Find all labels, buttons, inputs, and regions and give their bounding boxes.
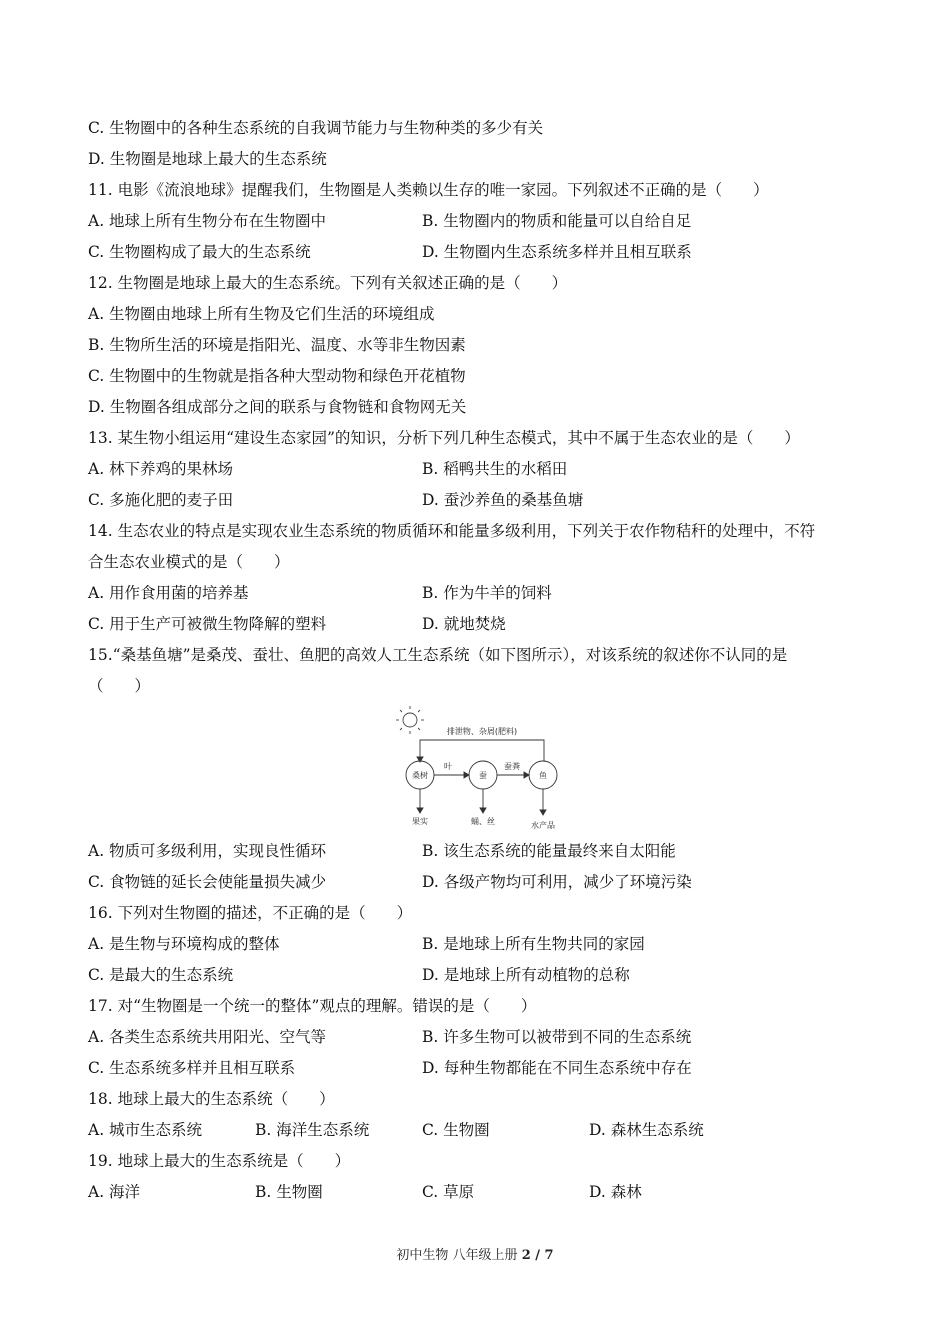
option-c: C. 食物链的延长会使能量损失减少 — [88, 873, 327, 891]
question-stem: 17. 对“生物圈是一个统一的整体”观点的理解。错误的是（ ） — [88, 997, 537, 1015]
option-a: A. 物质可多级利用，实现良性循环 — [88, 842, 327, 860]
option-row — [88, 960, 868, 991]
option-c: C. 生物圈 — [422, 1121, 490, 1139]
feedback-label: 排泄物、杂屑(肥料) — [446, 727, 518, 736]
option-a: A. 用作食用菌的培养基 — [88, 584, 249, 602]
question-stem: 12. 生物圈是地球上最大的生态系统。下列有关叙述正确的是（ ） — [88, 274, 568, 292]
option-text: C. 生物圈中的各种生态系统的自我调节能力与生物种类的多少有关 — [88, 119, 544, 137]
option-b: B. 生物圈内的物质和能量可以自给自足 — [422, 212, 692, 230]
option-c: C. 用于生产可被微生物降解的塑料 — [88, 615, 327, 633]
option-b: B. 该生态系统的能量最终来自太阳能 — [422, 842, 676, 860]
edge-droppings-label: 蚕粪 — [504, 762, 520, 771]
feedback-arrow — [417, 740, 544, 762]
exam-page — [88, 113, 868, 1208]
option-row — [88, 206, 868, 237]
question-stem: 18. 地球上最大的生态系统（ ） — [88, 1090, 335, 1108]
option-d: D. 各级产物均可利用，减少了环境污染 — [422, 873, 692, 891]
mulberry-fish-pond-diagram — [88, 706, 868, 834]
option-d: D. 是地球上所有动植物的总称 — [422, 966, 630, 984]
diagram-svg — [388, 706, 568, 834]
output-aquatic: 水产品 — [531, 821, 555, 830]
option-c: C. 草原 — [422, 1183, 475, 1201]
option-b: B. 生物圈 — [255, 1183, 323, 1201]
option-c: C. 生态系统多样并且相互联系 — [88, 1059, 296, 1077]
option-d: D. 生物圈各组成部分之间的联系与食物链和食物网无关 — [88, 398, 467, 416]
sun-icon — [396, 706, 424, 734]
question-stem-cont: 合生态农业模式的是（ ） — [88, 553, 290, 571]
option-a: A. 地球上所有生物分布在生物圈中 — [88, 212, 327, 230]
node-fish-label: 鱼 — [539, 771, 547, 780]
option-d: D. 就地焚烧 — [422, 615, 506, 633]
output-fruit: 果实 — [412, 817, 428, 826]
question-stem: 14. 生态农业的特点是实现农业生态系统的物质循环和能量多级利用，下列关于农作物秸秆的处理中，不符 — [88, 522, 816, 540]
node-silkworm-label: 蚕 — [479, 771, 487, 780]
option-c: C. 是最大的生态系统 — [88, 966, 234, 984]
option-d: D. 蚕沙养鱼的桑基鱼塘 — [422, 491, 584, 509]
page-number: 2 / 7 — [521, 1248, 554, 1263]
question-stem-cont: （ ） — [88, 677, 151, 695]
option-d: D. 每种生物都能在不同生态系统中存在 — [422, 1059, 692, 1077]
option-row — [88, 1115, 868, 1146]
node-mulberry-label: 桑树 — [412, 771, 428, 780]
option-row — [88, 1022, 868, 1053]
question-stem: 15.“桑基鱼塘”是桑茂、蚕壮、鱼肥的高效人工生态系统（如下图所示），对该系统的叙述你不认同的是 — [88, 646, 788, 664]
arrow-leaf — [434, 772, 469, 778]
option-row — [88, 609, 868, 640]
option-row — [88, 867, 868, 898]
option-d: D. 森林 — [589, 1183, 642, 1201]
option-a: A. 各类生态系统共用阳光、空气等 — [88, 1028, 327, 1046]
question-stem: 19. 地球上最大的生态系统是（ ） — [88, 1152, 351, 1170]
question-stem: 13. 某生物小组运用“建设生态家园”的知识，分析下列几种生态模式，其中不属于生态农业的是（ ） — [88, 429, 800, 447]
option-c: C. 生物圈中的生物就是指各种大型动物和绿色开花植物 — [88, 367, 466, 385]
arrow-droppings — [497, 772, 529, 778]
option-b: B. 许多生物可以被带到不同的生态系统 — [422, 1028, 692, 1046]
option-c: C. 多施化肥的麦子田 — [88, 491, 234, 509]
option-row — [88, 485, 868, 516]
output-silk: 蛹、丝 — [471, 817, 495, 826]
option-d: D. 生物圈内生态系统多样并且相互联系 — [422, 243, 692, 261]
option-a: A. 城市生态系统 — [88, 1121, 203, 1139]
option-row — [88, 578, 868, 609]
option-row — [88, 237, 868, 268]
option-c: C. 生物圈构成了最大的生态系统 — [88, 243, 311, 261]
option-b: B. 稻鸭共生的水稻田 — [422, 460, 568, 478]
option-row — [88, 454, 868, 485]
option-row — [88, 929, 868, 960]
option-a: A. 海洋 — [88, 1183, 141, 1201]
option-a: A. 林下养鸡的果林场 — [88, 460, 234, 478]
output-arrows — [417, 789, 546, 815]
option-row — [88, 1053, 868, 1084]
option-b: B. 是地球上所有生物共同的家园 — [422, 935, 645, 953]
option-row — [88, 1177, 868, 1208]
option-text: D. 生物圈是地球上最大的生态系统 — [88, 150, 327, 168]
option-b: B. 作为牛羊的饲料 — [422, 584, 552, 602]
option-a: A. 是生物与环境构成的整体 — [88, 935, 280, 953]
option-b: B. 生物所生活的环境是指阳光、温度、水等非生物因素 — [88, 336, 466, 354]
option-d: D. 森林生态系统 — [589, 1121, 704, 1139]
option-a: A. 生物圈由地球上所有生物及它们生活的环境组成 — [88, 305, 435, 323]
footer-text: 初中生物 八年级上册 — [396, 1248, 522, 1263]
edge-leaf-label: 叶 — [444, 762, 452, 771]
page-footer — [0, 1244, 950, 1263]
option-b: B. 海洋生态系统 — [255, 1121, 370, 1139]
question-stem: 16. 下列对生物圈的描述，不正确的是（ ） — [88, 904, 413, 922]
question-stem: 11. 电影《流浪地球》提醒我们，生物圈是人类赖以生存的唯一家园。下列叙述不正确的是（ ） — [88, 181, 769, 199]
option-row — [88, 836, 868, 867]
